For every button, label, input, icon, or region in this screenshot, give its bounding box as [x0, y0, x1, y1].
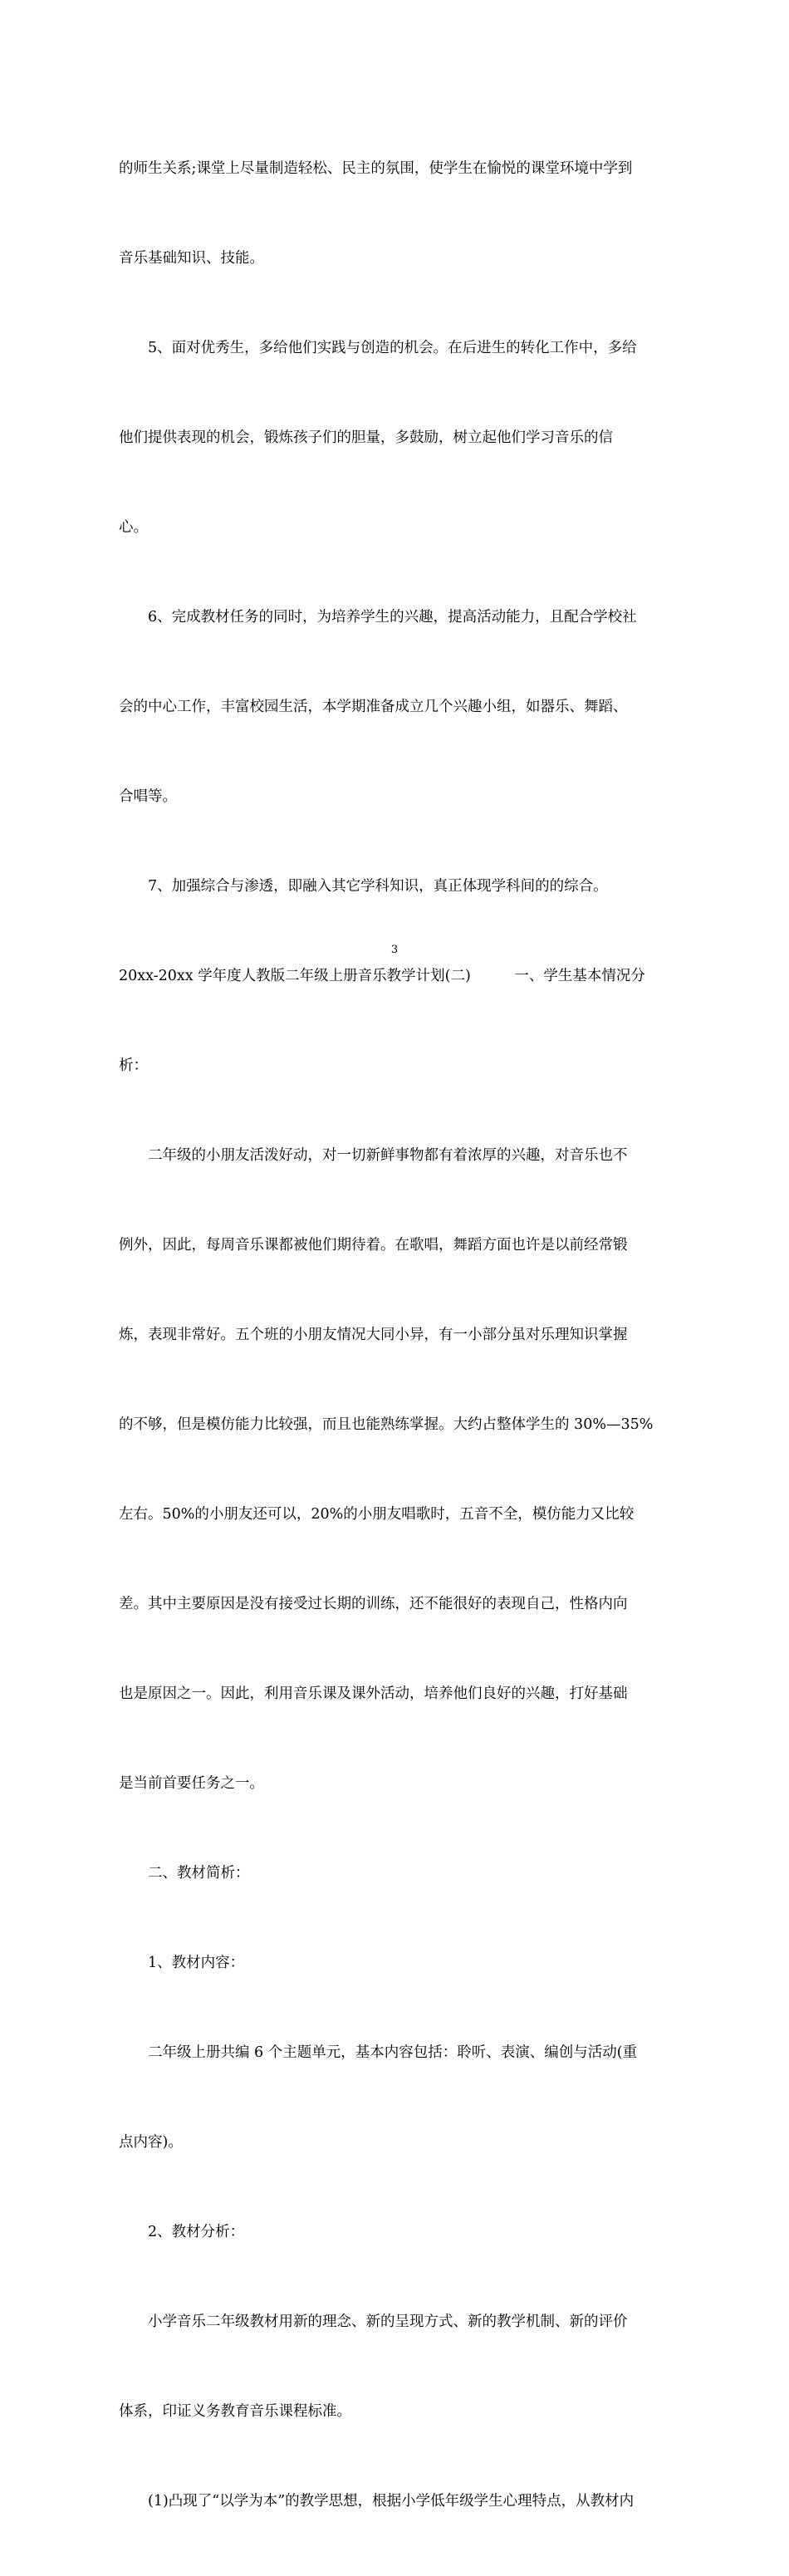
heading-line: 1、教材内容： [119, 1955, 245, 1971]
text-line: 例外，因此，每周音乐课都被他们期待着。在歌唱，舞蹈方面也许是以前经常锻 [119, 1237, 628, 1254]
text-line: 心。 [119, 519, 148, 536]
text-line: 也是原因之一。因此，利用音乐课及课外活动，培养他们良好的兴趣，打好基础 [119, 1685, 628, 1702]
heading-line: 二、教材简析： [119, 1865, 250, 1882]
body-text [119, 94, 675, 2576]
text-line: 音乐基础知识、技能。 [119, 250, 264, 267]
text-line: 6、完成教材任务的同时，为培养学生的兴趣，提高活动能力，且配合学校社 [119, 609, 637, 626]
text-line: 二年级上册共编 6 个主题单元，基本内容包括：聆听、表演、编创与活动(重 [119, 2044, 638, 2061]
text-line: 体系，印证义务教育音乐课程标准。 [119, 2403, 351, 2420]
text-line: 差。其中主要原因是没有接受过长期的训练，还不能很好的表现自己，性格内向 [119, 1596, 628, 1612]
text-line: 7、加强综合与渗透，即融入其它学科知识，真正体现学科间的的综合。 [119, 878, 608, 895]
text-line: 5、面对优秀生，多给他们实践与创造的机会。在后进生的转化工作中，多给 [119, 340, 637, 356]
text-line: 左右。50%的小朋友还可以，20%的小朋友唱歌时，五音不全，模仿能力又比较 [119, 1506, 635, 1523]
text-line: 的师生关系;课堂上尽量制造轻松、民主的氛围，使学生在愉悦的课堂环境中学到 [119, 160, 633, 177]
text-line: 的不够，但是模仿能力比较强，而且也能熟练掌握。大约占整体学生的 30%—35% [119, 1416, 654, 1433]
text-line: (1)凸现了“以学为本”的教学思想，根据小学低年级学生心理特点，从教材内 [119, 2493, 635, 2510]
text-line: 析： [119, 1057, 148, 1074]
text-line: 会的中心工作，丰富校园生活，本学期准备成立几个兴趣小组，如器乐、舞蹈、 [119, 699, 628, 715]
text-line: 二年级的小朋友活泼好动，对一切新鲜事物都有着浓厚的兴趣，对音乐也不 [119, 1147, 628, 1164]
text-line: 小学音乐二年级教材用新的理念、新的呈现方式、新的教学机制、新的评价 [119, 2313, 628, 2330]
text-line: 合唱等。 [119, 788, 177, 805]
heading-line: 2、教材分析： [119, 2224, 245, 2240]
document-body [119, 94, 675, 2576]
section-title-line: 20xx-20xx 学年度人教版二年级上册音乐教学计划(二) 一、学生基本情况分 [119, 968, 645, 984]
text-line: 点内容)。 [119, 2134, 183, 2151]
page-number: 3 [390, 944, 399, 956]
text-line: 是当前首要任务之一。 [119, 1775, 264, 1792]
text-line: 他们提供表现的机会，锻炼孩子们的胆量，多鼓励，树立起他们学习音乐的信 [119, 429, 613, 446]
text-line: 炼，表现非常好。五个班的小朋友情况大同小异，有一小部分虽对乐理知识掌握 [119, 1327, 628, 1343]
